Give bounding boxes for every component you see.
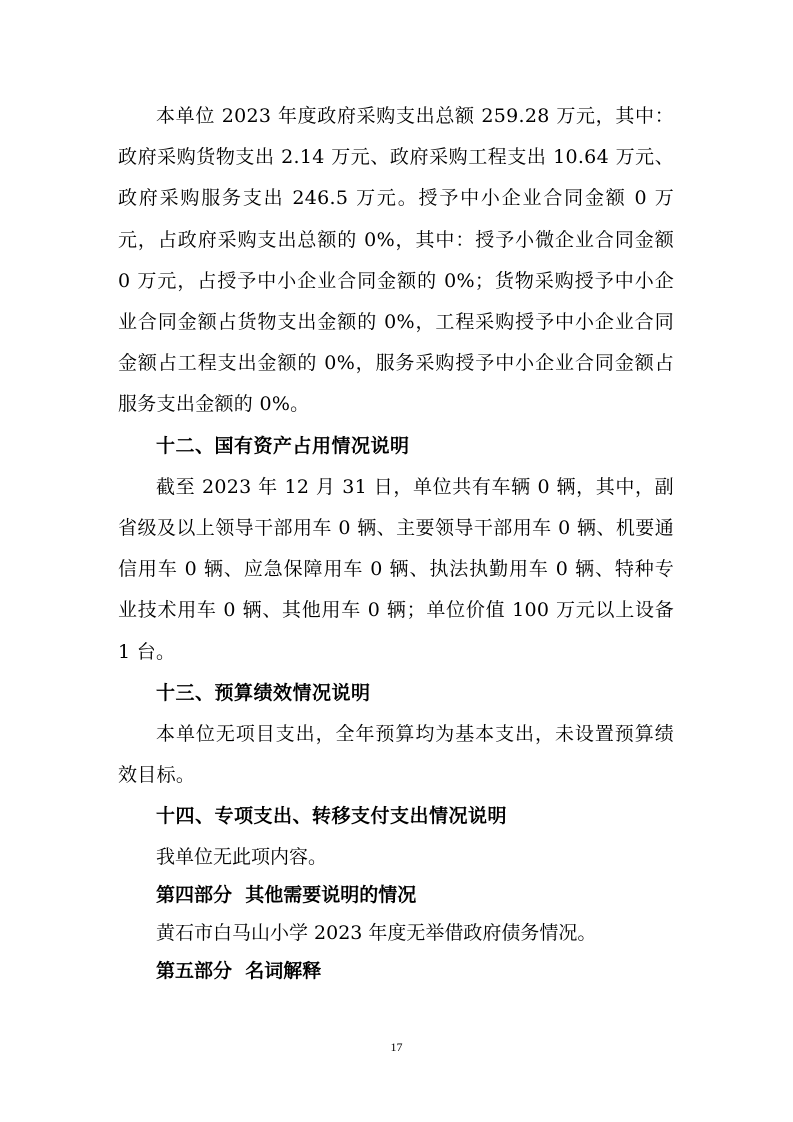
part-four-heading: 第四部分 其他需要说明的情况 bbox=[156, 883, 417, 906]
performance-paragraph: 本单位无项目支出，全年预算均为基本支出，未设置预算绩效目标。 bbox=[118, 723, 674, 787]
section-heading-12: 十二、国有资产占用情况说明 bbox=[156, 434, 410, 457]
procurement-paragraph: 本单位 2023 年度政府采购支出总额 259.28 万元，其中：政府采购货物支出 2.14 万元、政府采购工程支出 10.64 万元、政府采购服务支出 246.5 万元。授予中小企业合同金额 0 万元，占政府采购支出总额的 0%，其中：授予小微企业合同金额 0 万元，占授予中小企业合同金额的 0%；货物采购授予中小企业合同金额占货物支出金额的 0%，工程采购授予中小企业合同金额占工程支出金额的 0%，服务采购授予中小企业合同金额占服务支出金额的 0%。 bbox=[118, 105, 674, 416]
section-heading-13: 十三、预算绩效情况说明 bbox=[156, 681, 371, 704]
document-body bbox=[118, 96, 674, 990]
section-heading-14: 十四、专项支出、转移支付支出情况说明 bbox=[156, 805, 508, 828]
debt-paragraph: 黄石市白马山小学 2023 年度无举借政府债务情况。 bbox=[156, 921, 597, 944]
assets-paragraph: 截至 2023 年 12 月 31 日，单位共有车辆 0 辆，其中，副省级及以上领导干部用车 0 辆、主要领导干部用车 0 辆、机要通信用车 0 辆、应急保障用车 0 辆、执法执勤用车 0 辆、特种专业技术用车 0 辆、其他用车 0 辆；单位价值 100 万元以上设备 1 台。 bbox=[118, 475, 674, 663]
special-expenditure-paragraph: 我单位无此项内容。 bbox=[156, 845, 328, 868]
part-five-heading: 第五部分 名词解释 bbox=[156, 959, 322, 982]
page-number: 17 bbox=[390, 1040, 403, 1054]
